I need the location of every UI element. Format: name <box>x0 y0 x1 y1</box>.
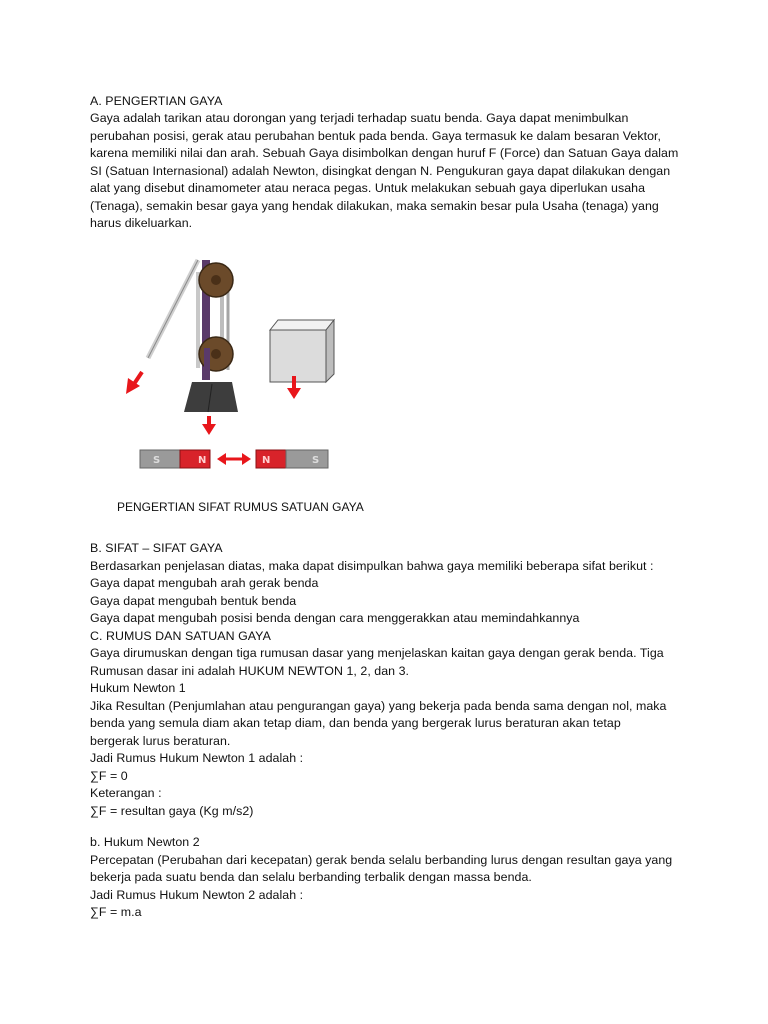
section-newton2-line: bekerja pada suatu benda dan selalu berbanding terbalik dengan massa benda. <box>90 870 532 884</box>
section-b-line: Gaya dapat mengubah arah gerak benda <box>90 576 319 590</box>
section-c-line: Rumusan dasar ini adalah HUKUM NEWTON 1, 2, dan 3. <box>90 663 410 678</box>
magnet-right <box>256 450 328 468</box>
section-c-line: bergerak lurus beraturan. <box>90 733 231 748</box>
arrow-icon <box>126 372 142 394</box>
section-a-heading: A. PENGERTIAN GAYA <box>90 94 223 108</box>
section-c-line: Hukum Newton 1 <box>90 681 186 695</box>
force-illustration <box>120 250 340 480</box>
section-a-line: harus dikeluarkan. <box>90 216 193 230</box>
section-a-line: alat yang disebut dinamometer atau neraca pegas. Untuk melakukan sebuah gaya diperlukan usaha <box>90 181 646 195</box>
formula-newton-2: ∑F = m.a <box>90 905 142 919</box>
section-a-line: SI (Satuan Internasional) adalah Newton, disingkat dengan N. Pengukuran gaya dapat dilakukan dengan <box>90 163 671 178</box>
section-newton2-heading: b. Hukum Newton 2 <box>90 835 200 849</box>
pulley-system <box>148 260 238 412</box>
section-b-line: Gaya dapat mengubah posisi benda dengan cara menggerakkan atau memindahkannya <box>90 611 580 625</box>
magnet-s-label: S <box>153 455 161 466</box>
double-arrow-icon <box>217 453 251 465</box>
section-c-line: Jika Resultan (Penjumlahan atau pengurangan gaya) yang bekerja pada benda sama dengan nol, maka <box>90 698 667 713</box>
magnet-s-label: S <box>312 455 320 466</box>
section-c-line: benda yang semula diam akan tetap diam, dan benda yang bergerak lurus beraturan akan tetap <box>90 716 621 730</box>
section-c-line: Jadi Rumus Hukum Newton 1 adalah : <box>90 751 304 765</box>
magnet-n-label: N <box>198 455 207 466</box>
section-c-line: Keterangan : <box>90 786 162 800</box>
section-a-line: karena memiliki nilai dan arah. Sebuah Gaya disimbolkan dengan huruf F (Force) dan Satuan Gaya dalam <box>90 146 679 160</box>
magnet-left <box>140 450 210 468</box>
section-b-line: Gaya dapat mengubah bentuk benda <box>90 593 297 608</box>
section-b-heading: B. SIFAT – SIFAT GAYA <box>90 541 223 555</box>
section-a-line: Gaya adalah tarikan atau dorongan yang terjadi terhadap suatu benda. Gaya dapat menimbulkan <box>90 111 629 125</box>
cube <box>270 320 334 382</box>
section-c-heading: C. RUMUS DAN SATUAN GAYA <box>90 628 271 643</box>
section-a-line: perubahan posisi, gerak atau perubahan bentuk pada benda. Gaya termasuk ke dalam besaran Vektor, <box>90 128 662 143</box>
formula-newton-1: ∑F = 0 <box>90 768 128 783</box>
section-c-line: Gaya dirumuskan dengan tiga rumusan dasar yang menjelaskan kaitan gaya dengan gerak benda. Tiga <box>90 646 664 660</box>
section-b-line: Berdasarkan penjelasan diatas, maka dapat disimpulkan bahwa gaya memiliki beberapa sifat berikut : <box>90 558 654 573</box>
section-a-line: (Tenaga), semakin besar gaya yang hendak dilakukan, maka semakin besar pula Usaha (tenaga) yang <box>90 198 659 213</box>
section-c-line: ∑F = resultan gaya (Kg m/s2) <box>90 803 254 818</box>
hanging-weight <box>184 382 238 412</box>
section-newton2-line: Percepatan (Perubahan dari kecepatan) gerak benda selalu berbanding lurus dengan resultan gaya yang <box>90 852 673 867</box>
magnet-n-label: N <box>262 455 271 466</box>
section-newton2-line: Jadi Rumus Hukum Newton 2 adalah : <box>90 887 304 902</box>
figure-caption: PENGERTIAN SIFAT RUMUS SATUAN GAYA <box>117 500 364 514</box>
arrow-icon <box>202 416 216 435</box>
